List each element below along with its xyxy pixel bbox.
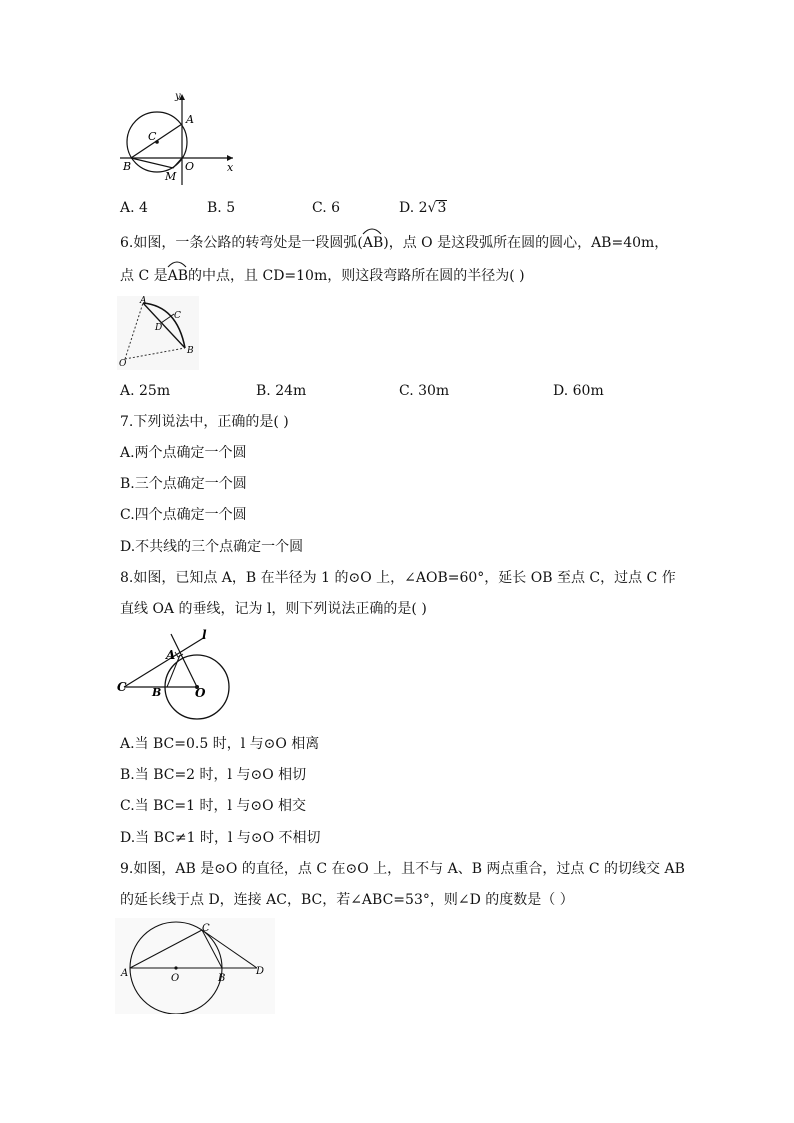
q9-label-a: A: [121, 968, 129, 979]
q5-option-c: C. 6: [312, 200, 341, 216]
q8-option-a: A.当 BC=0.5 时，l 与⊙O 相离: [120, 736, 320, 752]
q8-label-a: A: [166, 648, 176, 662]
q6-label-c: C: [174, 311, 181, 321]
q5-label-m: M: [165, 170, 177, 183]
arc-ab-label: AB: [168, 266, 188, 286]
q6-label-a: A: [140, 296, 147, 306]
q6-option-a: A. 25m: [120, 383, 171, 399]
sqrt-expression: [428, 198, 447, 218]
q9-label-c: C: [202, 923, 210, 934]
arc-ab-label: AB: [363, 233, 383, 253]
q9-stem-line2: 的延长线于点 D，连接 AC，BC，若∠ABC=53°，则∠D 的度数是（ ）: [120, 892, 574, 908]
q6-label-b: B: [187, 346, 194, 356]
q5-label-y: y: [175, 91, 181, 102]
q8-option-d: D.当 BC≠1 时，l 与⊙O 不相切: [120, 830, 321, 846]
q7-stem: 7.下列说法中，正确的是( ): [120, 414, 289, 430]
q5-label-x: x: [227, 161, 234, 174]
arc-icon: [362, 227, 382, 235]
q9-label-b: B: [218, 973, 226, 984]
q7-option-a: A.两个点确定一个圆: [120, 445, 247, 461]
q6-label-o: O: [119, 359, 127, 369]
q5-option-d-prefix: D. 2: [399, 200, 428, 216]
q8-label-o: O: [195, 686, 206, 700]
q6-label-d: D: [155, 323, 163, 333]
q6-option-d: D. 60m: [553, 383, 604, 399]
q6-figure: [117, 296, 199, 370]
q8-stem-line2: 直线 OA 的垂线，记为 l，则下列说法正确的是( ): [120, 601, 427, 617]
q5-figure: [115, 88, 240, 188]
q9-stem-line1: 9.如图，AB 是⊙O 的直径，点 C 在⊙O 上，且不与 A、B 两点重合，过点 C 的切线交 AB: [120, 861, 685, 877]
q5-label-c: C: [148, 130, 157, 143]
q6-stem-line1: 6.如图，一条公路的转弯处是一段圆弧( AB)，点 O 是这段弧所在圆的圆心，AB=40m，: [120, 233, 668, 253]
q7-option-b: B.三个点确定一个圆: [120, 476, 247, 492]
sqrt-radicand: 3: [437, 200, 447, 216]
sqrt-sign-icon: √: [427, 200, 437, 216]
q9-label-o: O: [171, 973, 180, 984]
q5-chords-bmo: [131, 158, 182, 168]
q8-label-l: l: [202, 628, 207, 642]
q8-label-c: C: [117, 680, 127, 694]
q8-option-b: B.当 BC=2 时，l 与⊙O 相切: [120, 767, 307, 783]
q9-label-d: D: [256, 966, 265, 977]
q8-figure: [115, 628, 235, 722]
q7-option-d: D.不共线的三个点确定一个圆: [120, 539, 304, 555]
q5-option-d: [399, 198, 446, 218]
q8-option-c: C.当 BC=1 时，l 与⊙O 相交: [120, 798, 307, 814]
q5-label-b: B: [123, 160, 132, 173]
q8-stem-line1: 8.如图，已知点 A，B 在半径为 1 的⊙O 上，∠AOB=60°，延长 OB 至点 C，过点 C 作: [120, 570, 676, 586]
q5-option-a: A. 4: [120, 200, 148, 216]
q6-stem-line2: 点 C 是 AB的中点，且 CD=10m，则这段弯路所在圆的半径为( ): [120, 266, 525, 286]
q7-option-c: C.四个点确定一个圆: [120, 507, 247, 523]
q8-label-b: B: [152, 686, 162, 699]
q5-label-o: O: [185, 160, 195, 173]
q5-option-b: B. 5: [207, 200, 236, 216]
q6-option-c: C. 30m: [399, 383, 450, 399]
q9-figure: [115, 918, 275, 1014]
q6-option-b: B. 24m: [256, 383, 307, 399]
q9-center-dot: [174, 966, 177, 969]
arc-icon: [167, 260, 187, 268]
q5-label-a: A: [186, 113, 194, 126]
